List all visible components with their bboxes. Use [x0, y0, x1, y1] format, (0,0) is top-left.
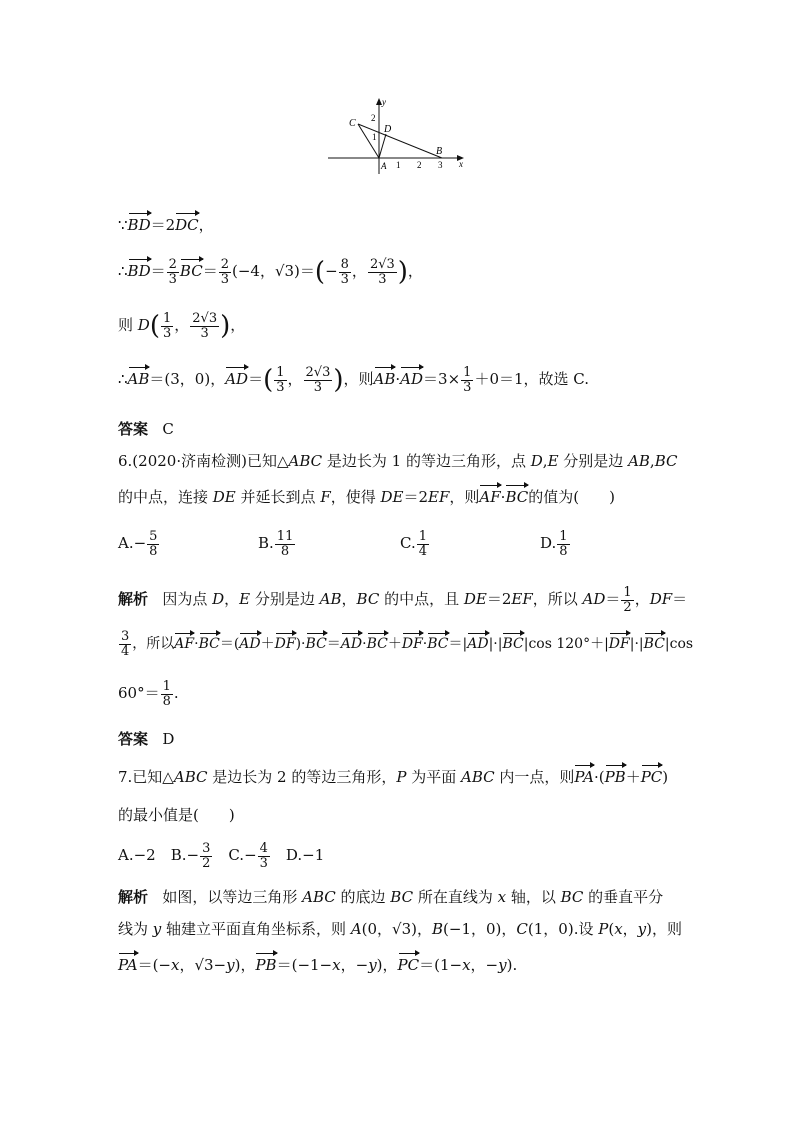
point-label-A: A [381, 161, 387, 171]
options-7: A.−2 B.− $\frac{3}{2}$ C.− $\frac{4}{3}$ D.−1 [118, 841, 325, 871]
tick-label-x-2: 2 [417, 160, 422, 170]
question-7-line-2: 的最小值是( ) [118, 806, 235, 824]
answer-6 [118, 730, 174, 749]
line-d-coordinates: 则 D( $\frac{1}{3}$ ， $\frac{2√3}{3}$ )， [118, 311, 246, 342]
point-label-B: B [436, 146, 443, 157]
option-6-C: C. $\frac{1}{4}$ [400, 529, 427, 559]
solution-label: 解析 [118, 888, 149, 906]
line-dot-product: ∴AB＝(3，0)，AD＝( $\frac{1}{3}$ ， $\frac{2√3}{3}$ )，则AB·AD＝3× $\frac{1}{3}$ ＋0＝1，故选 C. [118, 365, 590, 396]
tick-label-x-3: 3 [438, 160, 443, 170]
answer-value: D [162, 730, 175, 748]
question-6-line-1: 6.(2020·济南检测)已知△ABC 是边长为 1 的等边三角形，点 D,E 分别是边 AB,BC [118, 452, 678, 470]
option-6-B: B. $\frac{11}{8}$ [258, 529, 294, 559]
solution-label: 解析 [118, 590, 149, 609]
line-bd-value: ∴BD＝ $\frac{2}{3}$ BC＝ $\frac{2}{3}$ (−4，√3)＝(− $\frac{8}{3}$ ， $\frac{2√3}{3}$ )， [118, 257, 423, 288]
question-6-line-2: 的中点，连接 DE 并延长到点 F，使得 DE＝2EF，则AF·BC的值为( ) [118, 488, 615, 506]
axis-label-y: y [382, 97, 386, 107]
answer-5 [118, 420, 174, 439]
answer-label: 答案 [118, 420, 149, 438]
solution-6-line-1: 解析 因为点 D，E 分别是边 AB，BC 的中点，且 DE＝2EF，所以 AD＝ $\frac{1}{2}$ ，DF＝ [118, 585, 688, 615]
solution-7-line-2: 线为 y 轴建立平面直角坐标系，则 A(0，√3)，B(−1，0)，C(1，0).设 P(x，y)，则 [118, 920, 683, 938]
tick-label-y-2: 2 [371, 113, 376, 123]
option-6-D: D. $\frac{1}{8}$ [540, 529, 568, 559]
option-6-A: A.− $\frac{5}{8}$ [118, 529, 158, 559]
solution-6-line-2: $\frac{3}{4}$ ，所以AF·BC＝(AD＋DF)·BC＝AD·BC＋DF·BC＝|AD|·|BC|cos 120°＋|DF|·|BC|cos [121, 629, 694, 659]
point-label-C: C [349, 118, 356, 129]
solution-6-line-3: 60°＝ $\frac{1}{8}$ . [118, 679, 179, 709]
solution-7-line-1: 解析 如图，以等边三角形 ABC 的底边 BC 所在直线为 x 轴，以 BC 的垂直平分 [118, 888, 664, 906]
coordinate-figure [326, 96, 476, 176]
segment-AD [379, 134, 386, 158]
answer-label: 答案 [118, 730, 149, 748]
answer-value: C [162, 420, 174, 438]
solution-7-line-3: PA＝(−x，√3−y)，PB＝(−1−x，−y)，PC＝(1−x，−y). [118, 956, 518, 974]
line-bd-eq-2dc: ∵BD＝2DC， [118, 216, 214, 234]
tick-label-x-1: 1 [396, 160, 401, 170]
point-label-D: D [384, 124, 392, 135]
axis-label-x: x [459, 159, 463, 169]
question-7-line-1: 7.已知△ABC 是边长为 2 的等边三角形，P 为平面 ABC 内一点，则PA·(PB＋PC) [118, 768, 669, 786]
tick-label-y-1: 1 [372, 132, 377, 142]
segment-CB [358, 124, 442, 158]
